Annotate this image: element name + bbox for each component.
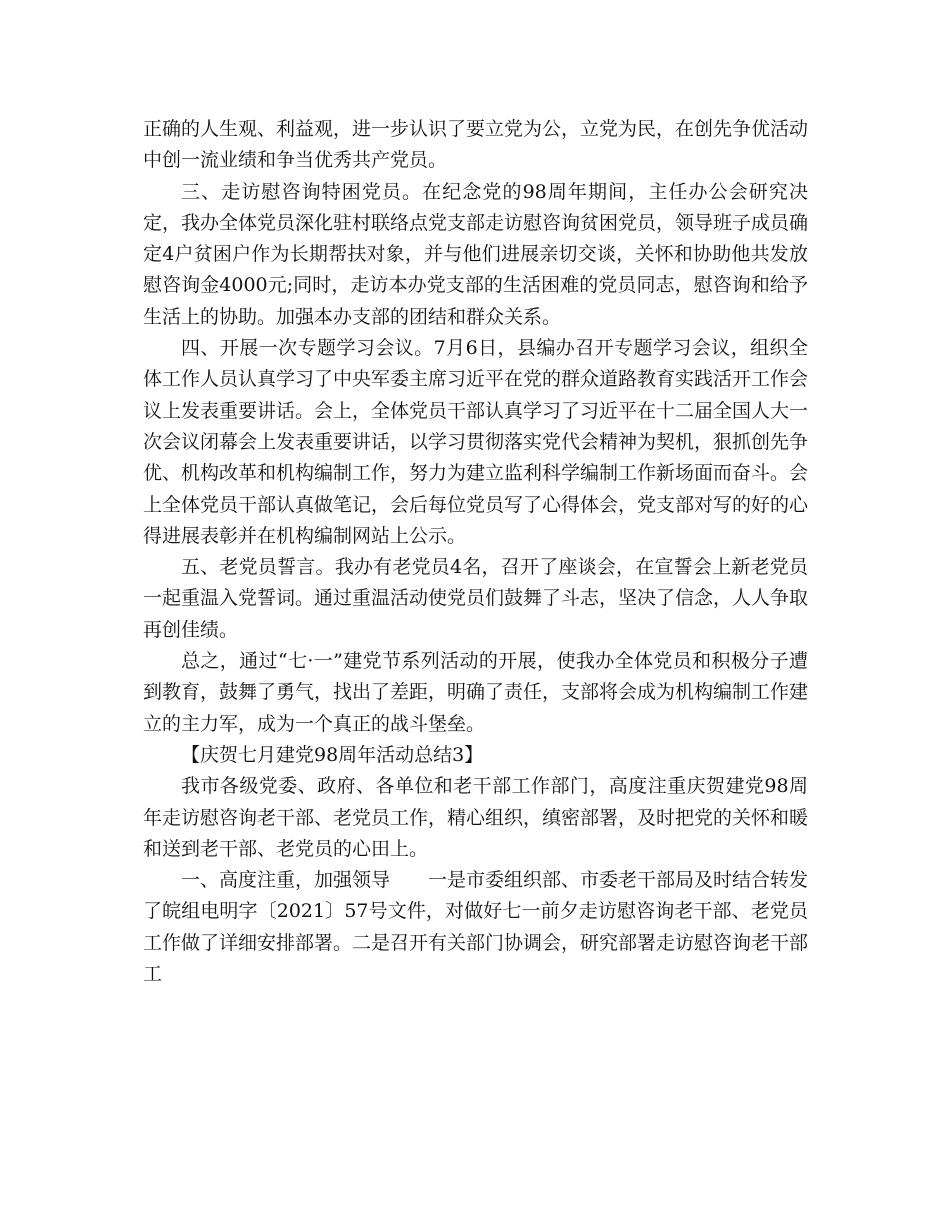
paragraph-study-meeting: 四、开展一次专题学习会议。7月6日，县编办召开专题学习会议，组织全体工作人员认真学习了中央军委主席习近平在党的群众道路教育实践活开工作会议上发表重要讲话。会上，全体党员干部认真学习了习近平在十二届全国人大一次会议闭幕会上发表重要讲话，以学习贯彻落实党代会精神为契机，狠抓创先争优、机构改革和机构编制工作，努力为建立监利科学编制工作新场面而奋斗。会上全体党员干部认真做笔记，会后每位党员写了心得体会，党支部对写的好的心得进展表彰并在机构编制网站上公示。 [143,337,809,547]
paragraph-old-member-oath: 五、老党员誓言。我办有老党员4名，召开了座谈会，在宣誓会上新老党员一起重温入党誓词。通过重温活动使党员们鼓舞了斗志，坚决了信念，人人争取再创佳绩。 [143,556,809,641]
paragraph-conclusion: 总之，通过“七·一”建党节系列活动的开展，使我办全体党员和积极分子遭到教育，鼓舞了勇气，找出了差距，明确了责任，支部将会成为机构编制工作建立的主力军，成为一个真正的战斗堡垒。 [143,650,809,735]
section-heading: 【庆贺七月建党98周年活动总结3】 [181,743,484,766]
paragraph-leadership: 一、高度注重，加强领导 一是市委组织部、市委老干部局及时结合转发了皖组电明字〔2021〕57号文件，对做好七一前夕走访慰咨询老干部、老党员工作做了详细安排部署。二是召开有关部门协调会，研究部署走访慰咨询老干部工 [143,869,809,986]
paragraph-continuation: 正确的人生观、利益观，进一步认识了要立党为公，立党为民，在创先争优活动中创一流业绩和争当优秀共产党员。 [143,118,809,172]
paragraph-intro-3: 我市各级党委、政府、各单位和老干部工作部门，高度注重庆贺建党98周年走访慰咨询老干部、老党员工作，精心组织，缜密部署，及时把党的关怀和暖和送到老干部、老党员的心田上。 [143,775,809,860]
document-page [143,114,808,990]
paragraph-visit-poor-members: 三、走访慰咨询特困党员。在纪念党的98周年期间，主任办公会研究决定，我办全体党员深化驻村联络点党支部走访慰咨询贫困党员，领导班子成员确定4户贫困户作为长期帮扶对象，并与他们进展亲切交谈，关怀和协助他共发放慰咨询金4000元;同时，走访本办党支部的生活困难的党员同志，慰咨询和给予生活上的协助。加强本办支部的团结和群众关系。 [143,180,809,328]
